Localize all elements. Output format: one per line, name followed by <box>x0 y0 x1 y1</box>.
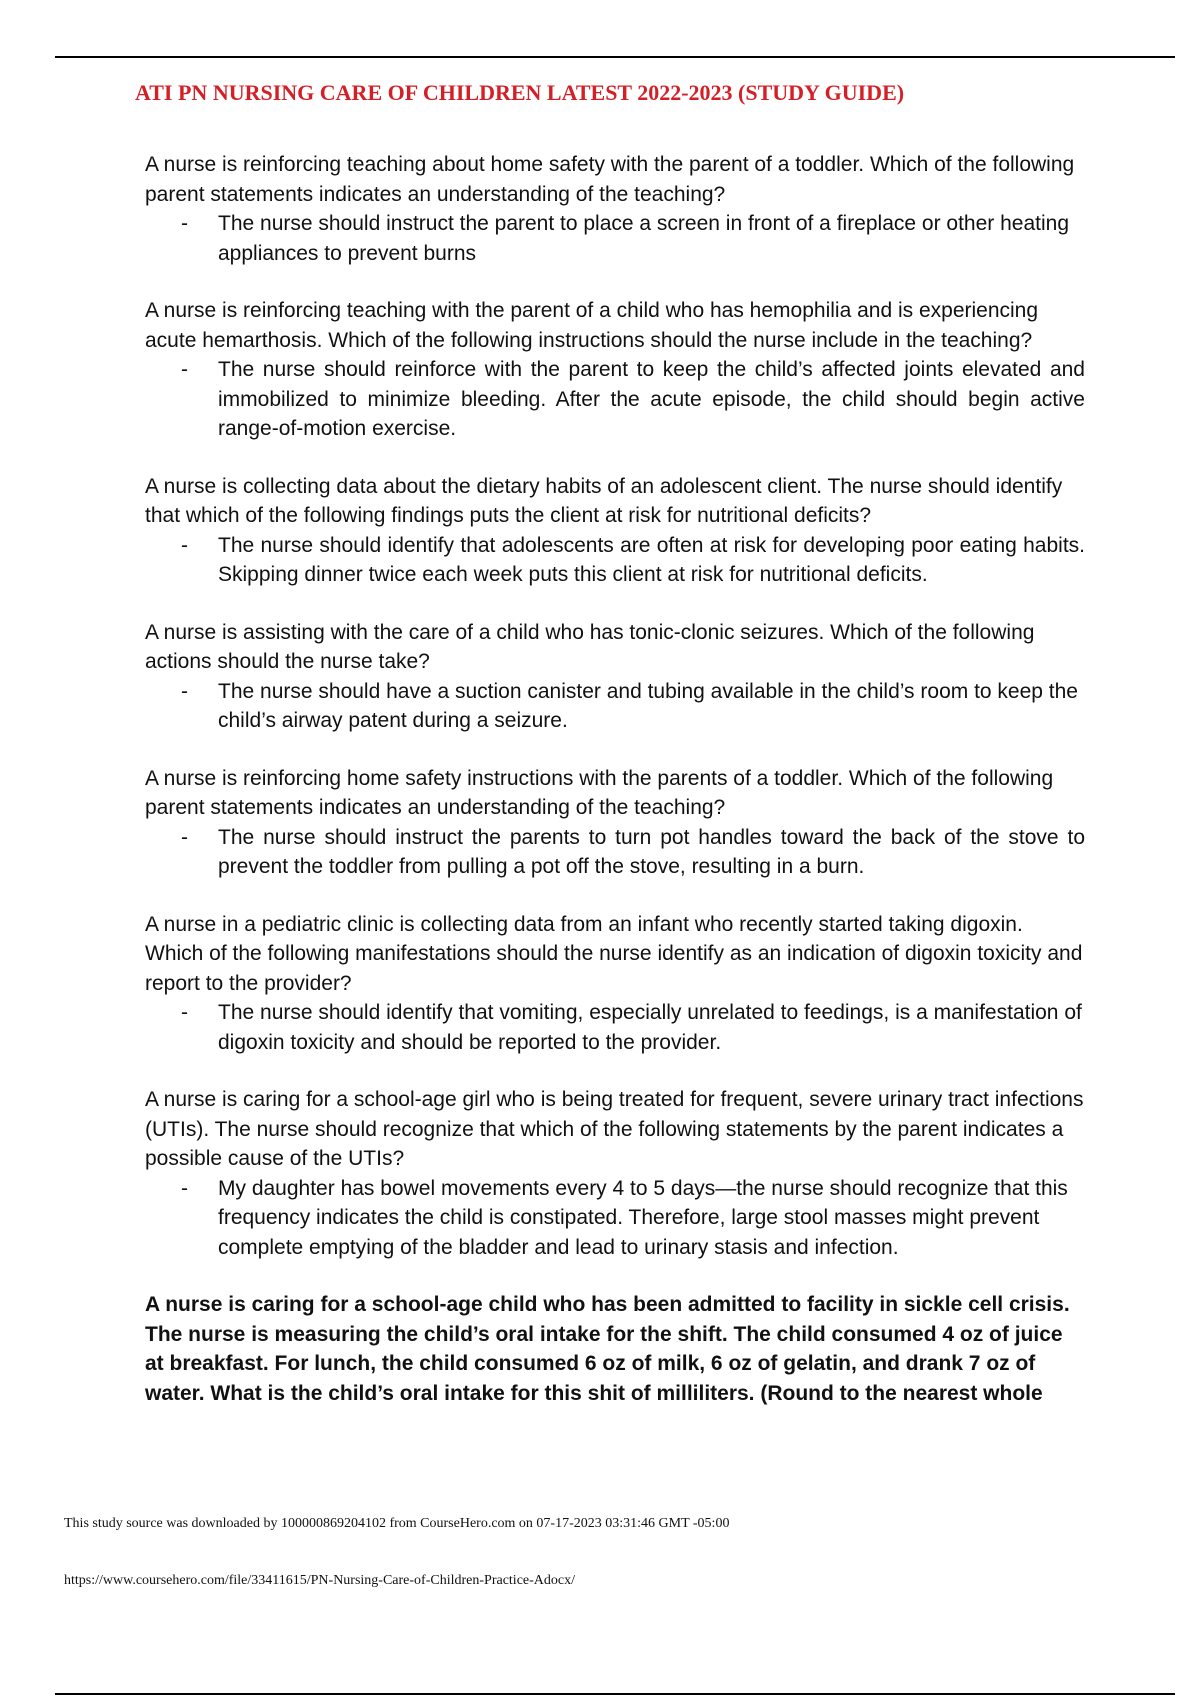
question-item <box>145 296 1085 444</box>
top-divider <box>55 56 1175 58</box>
answer-text <box>145 823 1085 882</box>
bullet-dash: - <box>181 825 188 849</box>
source-url[interactable]: https://www.coursehero.com/file/33411615/PN-Nursing-Care-of-Children-Practice-Adocx/ <box>64 1573 575 1588</box>
bullet-dash: - <box>181 533 188 557</box>
answer-content: The nurse should reinforce with the parent to keep the child’s affected joints elevated and immobilized to minimize bleeding. After the acute episode, the child should begin active range-of-motion exercise. <box>218 358 1085 440</box>
answer-text <box>145 1174 1085 1263</box>
question-item <box>145 618 1085 736</box>
question-item <box>145 910 1085 1058</box>
question-text: A nurse is collecting data about the dietary habits of an adolescent client. The nurse should identify that which of the following findings puts the client at risk for nutritional deficits? <box>145 474 1063 527</box>
question-text: A nurse is reinforcing home safety instructions with the parents of a toddler. Which of the following parent statements indicates an understanding of the teaching? <box>145 766 1054 819</box>
bullet-dash: - <box>181 1001 188 1024</box>
answer-content: The nurse should instruct the parents to turn pot handles toward the back of the stove to prevent the toddler from pulling a pot off the stove, resulting in a burn. <box>218 825 1085 878</box>
question-item <box>145 472 1085 590</box>
answer-text <box>145 677 1085 736</box>
question-item <box>145 764 1085 882</box>
answer-text <box>145 209 1085 268</box>
question-text: A nurse is reinforcing teaching with the parent of a child who has hemophilia and is experiencing acute hemarthosis. Which of the following instructions should the nurse include in the teaching? <box>145 299 1039 352</box>
bullet-dash: - <box>181 358 188 381</box>
question-item <box>145 150 1085 268</box>
answer-content: The nurse should identify that adolescents are often at risk for developing poor eating habits. Skipping dinner twice each week puts this client at risk for nutritional deficits. <box>218 533 1085 586</box>
answer-content: The nurse should have a suction canister and tubing available in the child’s room to keep the child’s airway patent during a seizure. <box>218 679 1078 732</box>
final-question-text: A nurse is caring for a school-age child who has been admitted to facility in sickle cell crisis. The nurse is measuring the child’s oral intake for the shift. The child consumed 4 oz of juice at breakfast. For lunch, the child consumed 6 oz of milk, 6 oz of gelatin, and drank 7 oz of water. What is the child’s oral intake for this shit of milliliters. (Round to the nearest whole <box>145 1293 1070 1405</box>
answer-text <box>145 998 1085 1057</box>
bullet-dash: - <box>181 1176 188 1200</box>
document-title: ATI PN NURSING CARE OF CHILDREN LATEST 2022-2023 (STUDY GUIDE) <box>135 80 905 105</box>
question-list <box>145 150 1085 1408</box>
answer-text <box>145 531 1085 590</box>
download-notice: This study source was downloaded by 100000869204102 from CourseHero.com on 07-17-2023 03:31:46 GMT -05:00 <box>64 1516 730 1531</box>
question-text: A nurse is assisting with the care of a child who has tonic-clonic seizures. Which of the following actions should the nurse take? <box>145 620 1035 673</box>
question-item <box>145 1085 1085 1262</box>
answer-text <box>145 355 1085 444</box>
question-text: A nurse is reinforcing teaching about home safety with the parent of a toddler. Which of the following parent statements indicates an understanding of the teaching? <box>145 153 1075 206</box>
answer-content: The nurse should identify that vomiting, especially unrelated to feedings, is a manifestation of digoxin toxicity and should be reported to the provider. <box>218 1001 1082 1054</box>
bullet-dash: - <box>181 679 188 703</box>
question-text: A nurse is caring for a school-age girl who is being treated for frequent, severe urinary tract infections (UTIs). The nurse should recognize that which of the following statements by the parent indicates a possible cause of the UTIs? <box>145 1088 1084 1170</box>
answer-content: The nurse should instruct the parent to place a screen in front of a fireplace or other heating appliances to prevent burns <box>218 212 1070 265</box>
question-text: A nurse in a pediatric clinic is collecting data from an infant who recently started taking digoxin. Which of the following manifestations should the nurse identify as an indication of digoxin toxicity and report to the provider? <box>145 912 1083 995</box>
bullet-dash: - <box>181 212 188 235</box>
bottom-divider <box>55 1693 1175 1695</box>
answer-content: My daughter has bowel movements every 4 to 5 days—the nurse should recognize that this frequency indicates the child is constipated. Therefore, large stool masses might prevent complete emptying of the bladder and lead to urinary stasis and infection. <box>218 1176 1068 1259</box>
